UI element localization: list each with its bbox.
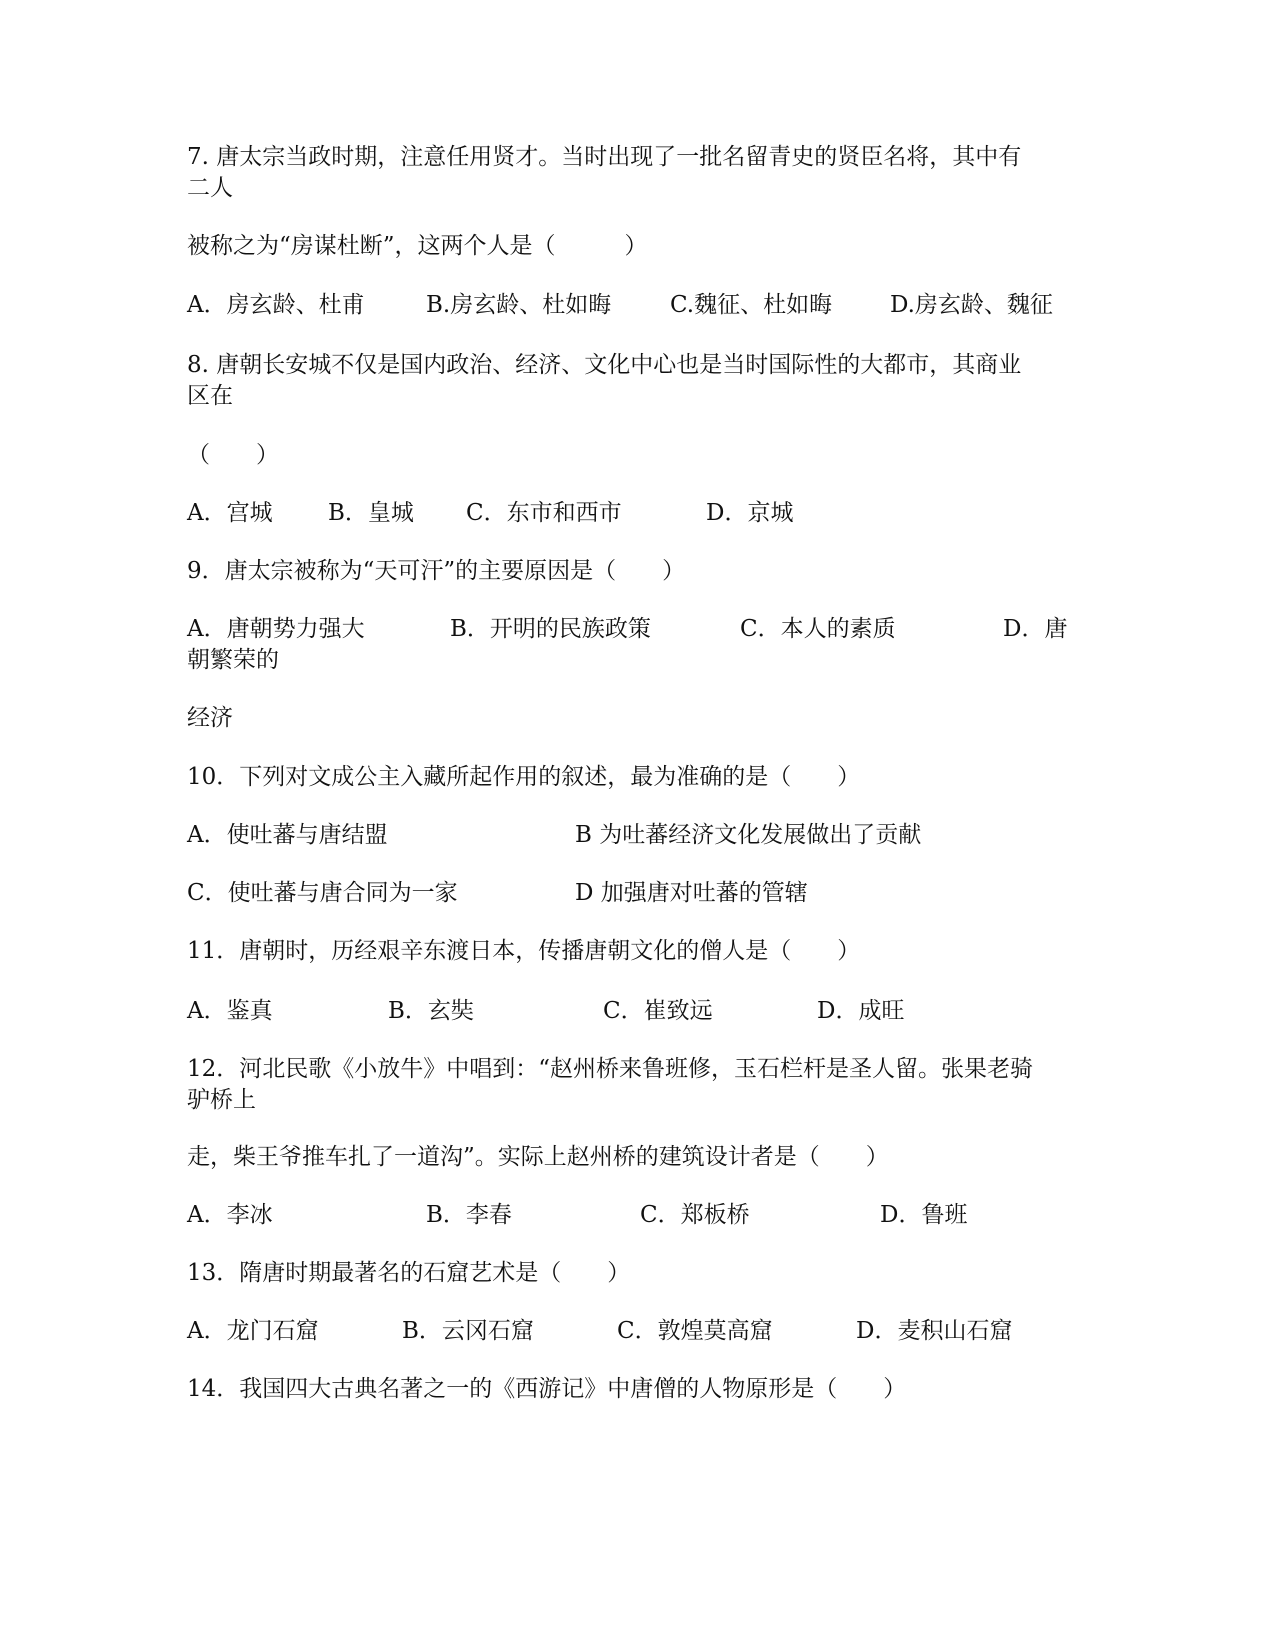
q10-option-d: D 加强唐对吐蕃的管辖: [575, 880, 808, 906]
q9-stem-line1: 9．唐太宗被称为“天可汗”的主要原因是（ ）: [187, 558, 686, 584]
q8-option-c: C．东市和西市: [466, 500, 622, 526]
q7-stem-line1: 7. 唐太宗当政时期，注意任用贤才。当时出现了一批名留青史的贤臣名将，其中有: [187, 144, 1022, 170]
q8-option-d: D．京城: [706, 500, 794, 526]
q8-stem-line2: 区在: [187, 383, 233, 409]
q7-option-a: A．房玄龄、杜甫: [187, 292, 365, 318]
q9-option-c: C．本人的素质: [740, 616, 896, 642]
q7-option-d: D.房玄龄、魏征: [890, 292, 1053, 318]
q14-stem-line1: 14．我国四大古典名著之一的《西游记》中唐僧的人物原形是（ ）: [187, 1376, 907, 1402]
q9-option-a: A．唐朝势力强大: [187, 616, 365, 642]
q11-option-a: A．鉴真: [187, 998, 273, 1024]
q10-option-c: C．使吐蕃与唐合同为一家: [187, 880, 458, 906]
q12-stem-line1: 12．河北民歌《小放牛》中唱到：“赵州桥来鲁班修，玉石栏杆是圣人留。张果老骑: [187, 1056, 1034, 1082]
q11-option-b: B．玄奘: [388, 998, 474, 1024]
q8-stem-line3: （ ）: [187, 442, 279, 468]
q8-stem-line1: 8. 唐朝长安城不仅是国内政治、经济、文化中心也是当时国际性的大都市，其商业: [187, 352, 1022, 378]
q8-option-b: B．皇城: [328, 500, 414, 526]
q9-option-b: B．开明的民族政策: [450, 616, 651, 642]
q13-option-b: B．云冈石窟: [402, 1318, 534, 1344]
q7-stem-line3: 被称之为“房谋杜断”，这两个人是（ ）: [187, 233, 648, 259]
q12-option-b: B．李春: [426, 1202, 512, 1228]
q11-option-d: D．成旺: [817, 998, 905, 1024]
q11-stem-line1: 11．唐朝时，历经艰辛东渡日本，传播唐朝文化的僧人是（ ）: [187, 938, 861, 964]
q10-option-b: B 为吐蕃经济文化发展做出了贡献: [575, 822, 922, 848]
q9-option-d: D．唐: [1003, 616, 1068, 642]
q7-stem-line2: 二人: [187, 175, 233, 201]
q13-option-a: A．龙门石窟: [187, 1318, 319, 1344]
q9-option-d-continued: 朝繁荣的: [187, 647, 279, 673]
q13-option-c: C．敦煌莫高窟: [617, 1318, 773, 1344]
q13-option-d: D．麦积山石窟: [856, 1318, 1013, 1344]
q12-stem-line2: 驴桥上: [187, 1087, 256, 1113]
q13-stem-line1: 13．隋唐时期最著名的石窟艺术是（ ）: [187, 1260, 631, 1286]
q12-option-a: A．李冰: [187, 1202, 273, 1228]
q12-option-d: D．鲁班: [880, 1202, 968, 1228]
q10-option-a: A．使吐蕃与唐结盟: [187, 822, 388, 848]
q12-stem-line3: 走，柴王爷推车扎了一道沟”。实际上赵州桥的建筑设计者是（ ）: [187, 1144, 889, 1170]
q7-option-c: C.魏征、杜如晦: [670, 292, 833, 318]
q12-option-c: C．郑板桥: [640, 1202, 750, 1228]
q7-option-b: B.房玄龄、杜如晦: [426, 292, 612, 318]
q11-option-c: C．崔致远: [603, 998, 713, 1024]
q8-option-a: A．宫城: [187, 500, 273, 526]
q9-option-d-continued-2: 经济: [187, 705, 233, 731]
q10-stem-line1: 10．下列对文成公主入藏所起作用的叙述，最为准确的是（ ）: [187, 764, 861, 790]
